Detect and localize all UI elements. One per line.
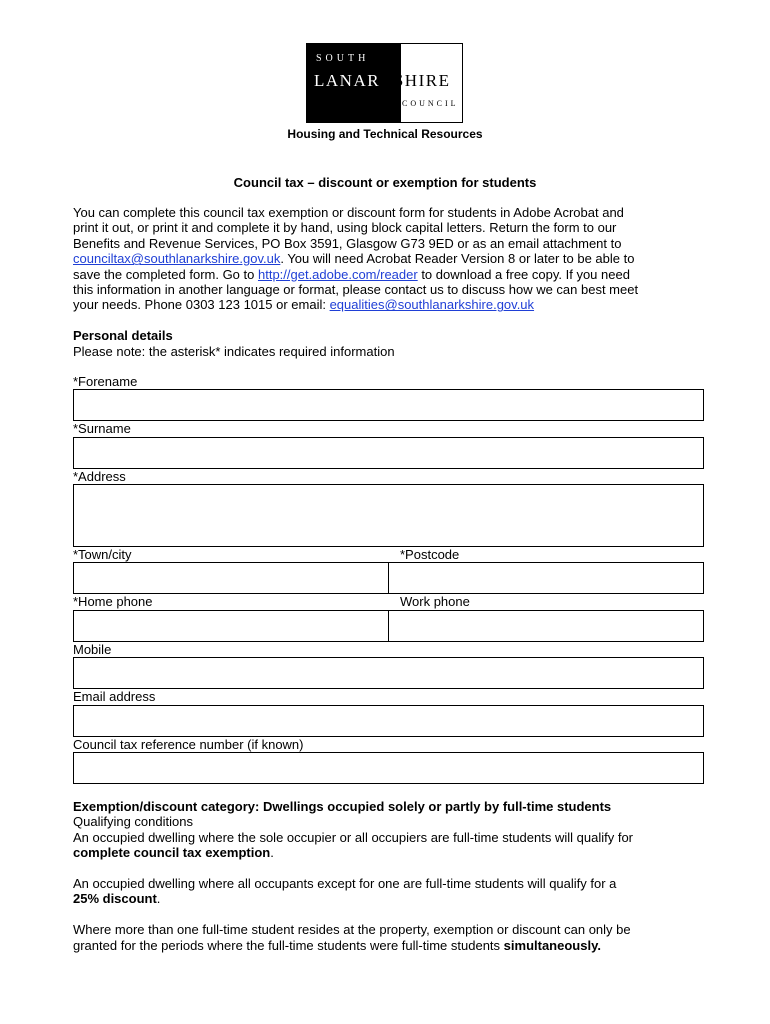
logo-lanarkshire: LANARKSHIRE — [314, 71, 451, 90]
council-logo — [306, 43, 463, 123]
category-section: Exemption/discount category: Dwellings occupied solely or partly by full-time students Qualifying conditions An occupied dwelling where the sole occupier or all occupiers are full-time students will qualify for complete council tax exemption. An occupied dwelling where all occupants except for one are full-time students will qualify for a 25% discount. Where more than one full-time student resides at the property, exemption or discount can only be granted for the periods where the full-time students were full-time students simultaneously. — [73, 799, 713, 953]
email-label: Email address — [73, 689, 156, 704]
intro-paragraph: You can complete this council tax exemption or discount form for students in Adobe Acrobat and print it out, or print it and complete it by hand, using block capital letters. Return the form to our Benefits and Revenue Services, PO Box 3591, Glasgow G73 9ED or as an email attachment to counciltax@southlanarkshire.gov.uk. You will need Acrobat Reader Version 8 or later to be able to save the completed form. Go to http://get.adobe.com/reader to download a free copy. If you need this information in another language or format, please contact us to discuss how we can best meet your needs. Phone 0303 123 1015 or email: equalities@southlanarkshire.gov.uk — [73, 205, 639, 313]
surname-label: *Surname — [73, 421, 131, 436]
reference-label: Council tax reference number (if known) — [73, 737, 304, 752]
counciltax-email-link[interactable]: counciltax@southlanarkshire.gov.uk — [73, 251, 281, 267]
address-input[interactable] — [73, 484, 704, 547]
qualifying-conditions: Qualifying conditions — [73, 814, 193, 830]
postcode-input[interactable] — [388, 562, 704, 594]
town-label: *Town/city — [73, 547, 132, 562]
postcode-label: *Postcode — [400, 547, 460, 562]
forename-label: *Forename — [73, 374, 138, 389]
address-label: *Address — [73, 469, 126, 484]
personal-details-heading: Personal details — [73, 328, 173, 343]
forename-input[interactable] — [73, 389, 704, 421]
work-phone-input[interactable] — [388, 610, 704, 642]
equalities-email-link[interactable]: equalities@southlanarkshire.gov.uk — [329, 297, 535, 313]
adobe-reader-link[interactable]: http://get.adobe.com/reader — [257, 266, 418, 282]
logo-south: SOUTH — [316, 53, 370, 64]
email-input[interactable] — [73, 705, 704, 737]
reference-input[interactable] — [73, 752, 704, 784]
logo-council: COUNCIL — [402, 99, 459, 108]
town-input[interactable] — [73, 562, 389, 594]
work-phone-label: Work phone — [400, 594, 470, 609]
home-phone-label: *Home phone — [73, 594, 153, 609]
home-phone-input[interactable] — [73, 610, 389, 642]
mobile-input[interactable] — [73, 657, 704, 689]
category-heading: Exemption/discount category: Dwellings occupied solely or partly by full-time students — [73, 799, 612, 814]
surname-input[interactable] — [73, 437, 704, 469]
required-note: Please note: the asterisk* indicates required information — [73, 344, 395, 359]
mobile-label: Mobile — [73, 642, 112, 657]
form-title: Council tax – discount or exemption for students — [233, 175, 537, 190]
department-heading: Housing and Technical Resources — [287, 127, 483, 141]
